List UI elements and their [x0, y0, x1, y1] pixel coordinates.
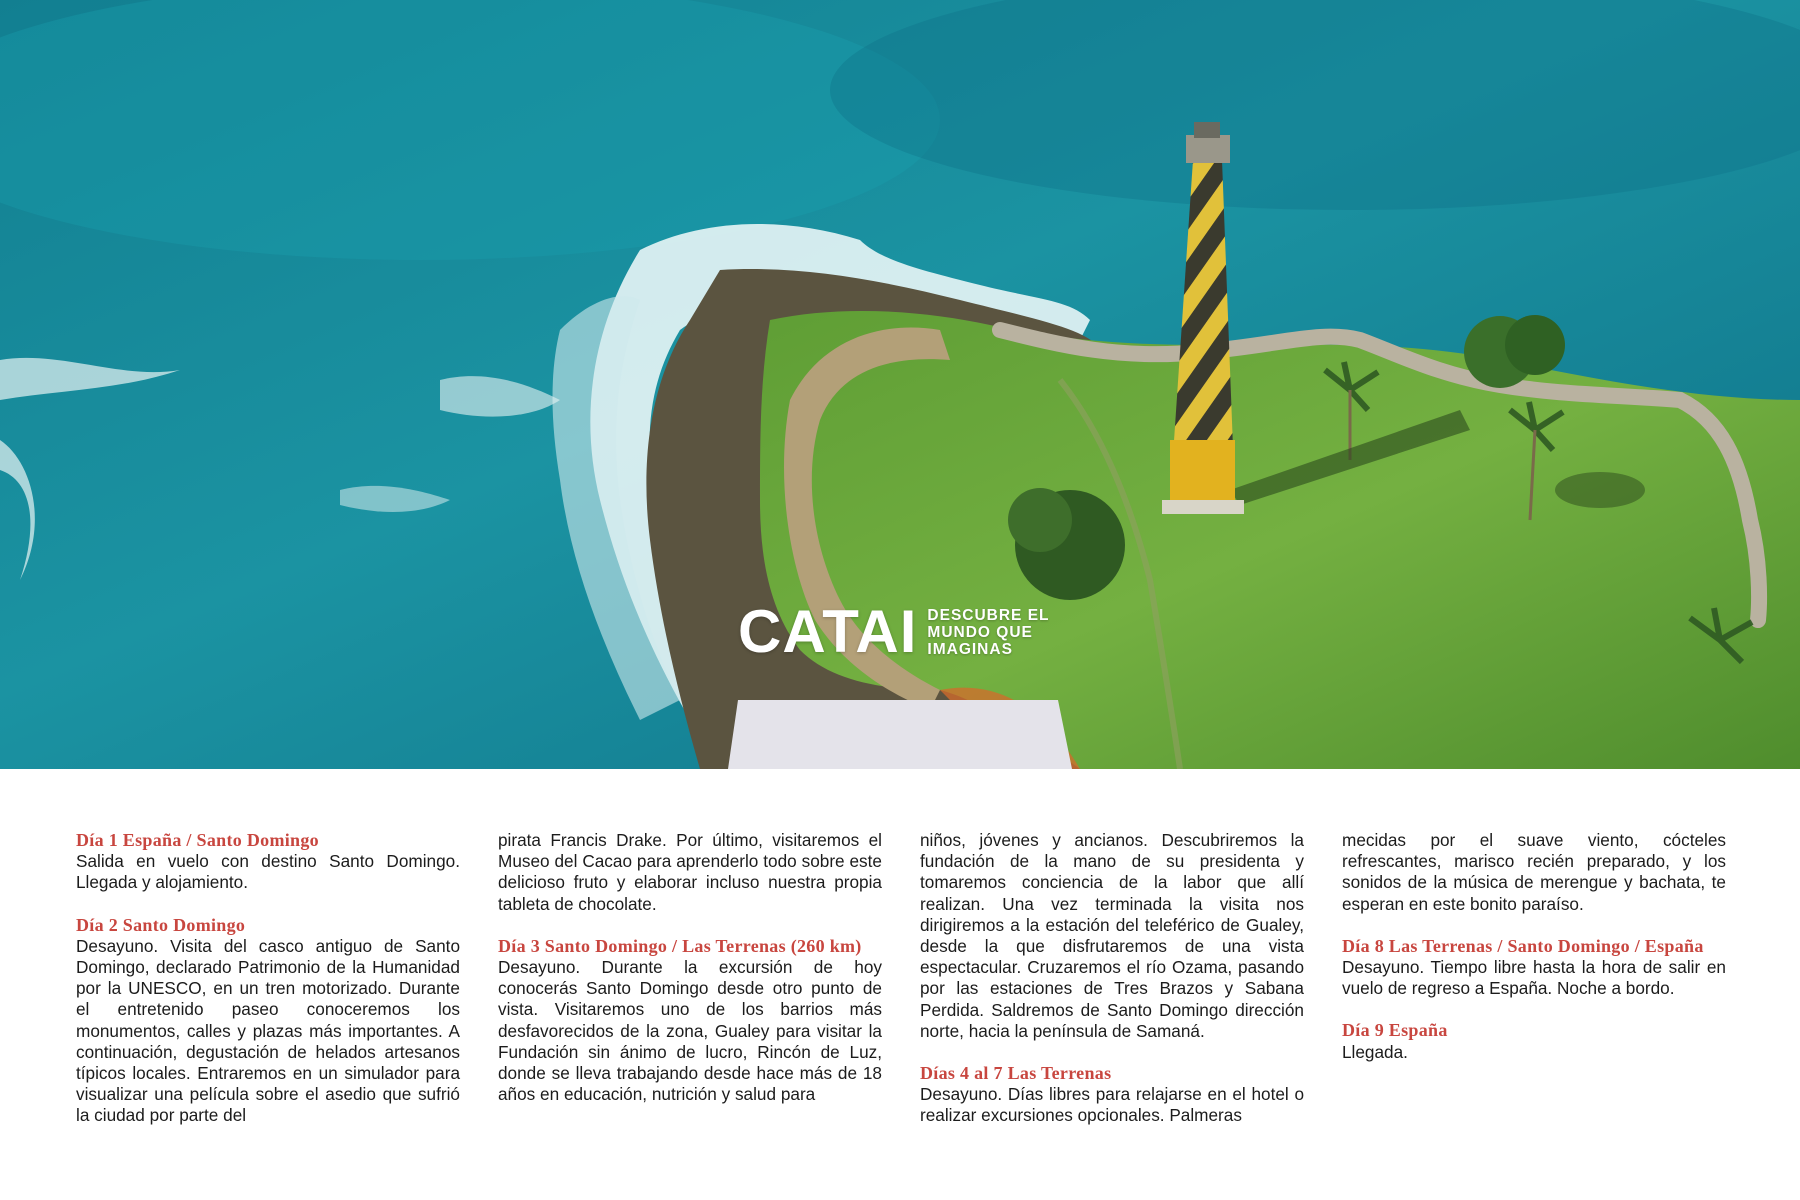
day-2-text-continued: pirata Francis Drake. Por último, visitaremos el Museo del Cacao para aprenderlo todo sobre este delicioso fruto y elaborar incluso nuestra propia tableta de chocolate.: [498, 830, 882, 914]
days-4-7-text: Desayuno. Días libres para relajarse en el hotel o realizar excursiones opcionales. Palmeras: [920, 1084, 1304, 1126]
decorative-tab: [728, 700, 1072, 769]
day-2-text: Desayuno. Visita del casco antiguo de Santo Domingo, declarado Patrimonio de la Humanidad por la UNESCO, en un tren motorizado. Durante el entretenido paseo conoceremos los monumentos, calles y plazas más importantes. A continuación, degustación de helados artesanos típicos locales. Entraremos en un simulador para visualizar una película sobre el asedio que sufrió la ciudad por parte del: [76, 935, 460, 1126]
day-3-text: Desayuno. Durante la excursión de hoy conocerás Santo Domingo desde otro punto de vista. Visitaremos uno de los barrios más desfavorecidos de la zona, Gualey para visitar la Fundación sin ánimo de lucro, Rincón de Luz, donde se lleva trabajando desde hace más de 18 años en educación, nutrición y salud para: [498, 957, 882, 1105]
day-2-heading: Día 2 Santo Domingo: [76, 914, 246, 935]
brand-tagline: [927, 607, 1049, 658]
tagline-line-3: IMAGINAS: [927, 640, 1013, 658]
day-3-text-continued: niños, jóvenes y ancianos. Descubriremos la fundación de la mano de su presidenta y tomaremos conciencia de la labor que allí realizan. Una vez terminada la visita nos dirigiremos a la estación del teleférico de Gualey, desde la que disfrutaremos de una vista espectacular. Cruzaremos el río Ozama, pasando por las estaciones de Tres Brazos y Sabana Perdida. Saldremos de Santo Domingo dirección norte, hacia la península de Samaná.: [920, 830, 1304, 1041]
day-9-text: Llegada.: [1342, 1041, 1408, 1062]
tagline-line-2: MUNDO QUE: [927, 623, 1033, 641]
day-8-text: Desayuno. Tiempo libre hasta la hora de salir en vuelo de regreso a España. Noche a bordo.: [1342, 957, 1726, 999]
day-9-heading: Día 9 España: [1342, 1020, 1448, 1041]
itinerary-column-1: [76, 830, 460, 1127]
days-4-7-text-continued: mecidas por el suave viento, cócteles refrescantes, marisco recién preparado, y los sonidos de la música de merengue y bachata, te esperan en este bonito paraíso.: [1342, 830, 1726, 914]
brand-logo: [738, 598, 1050, 665]
days-4-7-heading: Días 4 al 7 Las Terrenas: [920, 1063, 1112, 1084]
itinerary-column-2: [498, 830, 882, 1105]
itinerary-column-4: [1342, 830, 1726, 1063]
day-1-heading: Día 1 España / Santo Domingo: [76, 830, 319, 850]
tagline-line-1: DESCUBRE EL: [927, 606, 1050, 624]
brand-name: CATAI: [738, 598, 918, 665]
itinerary: [76, 830, 1726, 1150]
day-8-heading: Día 8 Las Terrenas / Santo Domingo / España: [1342, 935, 1704, 956]
itinerary-column-3: [920, 830, 1304, 1127]
day-1-text: Salida en vuelo con destino Santo Domingo. Llegada y alojamiento.: [76, 851, 460, 893]
day-3-heading: Día 3 Santo Domingo / Las Terrenas (260 km): [498, 935, 862, 956]
